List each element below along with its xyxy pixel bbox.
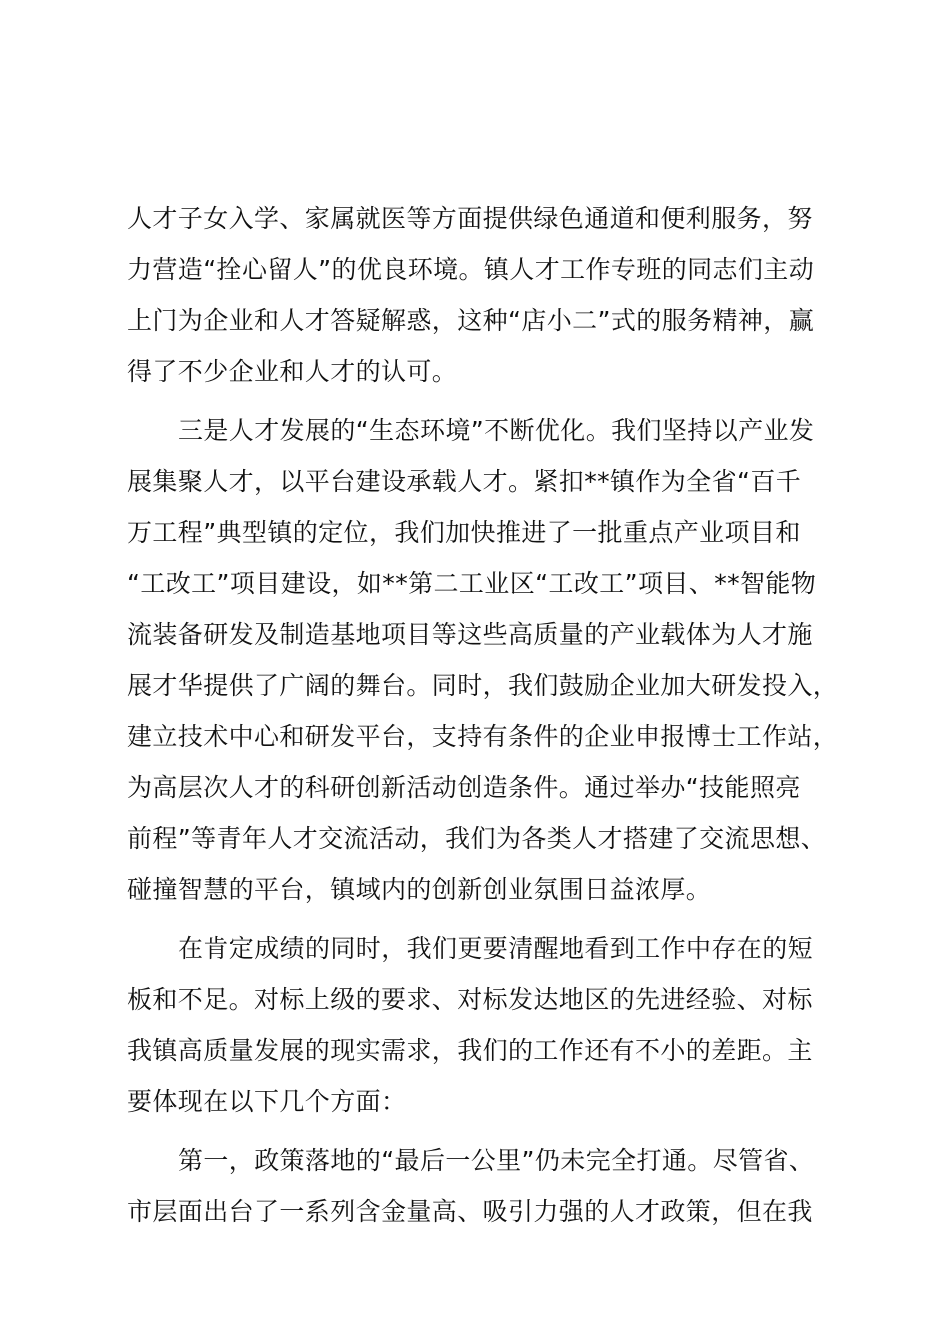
paragraph-service-environment — [127, 193, 847, 397]
text-line: 建立技术中心和研发平台，支持有条件的企业申报博士工作站， — [127, 722, 839, 751]
text-line: 为高层次人才的科研创新活动创造条件。通过举办“技能照亮 — [127, 773, 801, 802]
paragraph-first-issue — [127, 1135, 847, 1237]
text-line: 在肯定成绩的同时，我们更要清醒地看到工作中存在的短 — [178, 934, 814, 963]
text-line: 流装备研发及制造基地项目等这些高质量的产业载体为人才施 — [127, 620, 813, 649]
text-line: 人才子女入学、家属就医等方面提供绿色通道和便利服务，努 — [127, 204, 813, 233]
text-line: 市层面出台了一系列含金量高、吸引力强的人才政策，但在我 — [127, 1197, 813, 1226]
text-line: 得了不少企业和人才的认可。 — [127, 357, 458, 386]
text-line: 我镇高质量发展的现实需求，我们的工作还有不小的差距。主 — [127, 1036, 813, 1065]
text-line: 上门为企业和人才答疑解惑，这种“店小二”式的服务精神，赢 — [127, 306, 815, 335]
text-line: 展集聚人才，以平台建设承载人才。紧扣**镇作为全省“百千 — [127, 467, 802, 496]
text-line: “工改工”项目建设，如**第二工业区“工改工”项目、**智能物 — [127, 569, 817, 598]
text-line: 万工程”典型镇的定位，我们加快推进了一批重点产业项目和 — [127, 518, 801, 547]
text-line: 三是人才发展的“生态环境”不断优化。我们坚持以产业发 — [178, 416, 815, 445]
text-line: 前程”等青年人才交流活动，我们为各类人才搭建了交流思想、 — [127, 824, 827, 853]
text-line: 要体现在以下几个方面： — [127, 1087, 407, 1116]
paragraph-ecosystem — [127, 405, 847, 915]
text-line: 力营造“拴心留人”的优良环境。镇人才工作专班的同志们主动 — [127, 255, 815, 284]
text-line: 展才华提供了广阔的舞台。同时，我们鼓励企业加大研发投入， — [127, 671, 839, 700]
paragraph-shortcomings — [127, 923, 847, 1127]
text-line: 板和不足。对标上级的要求、对标发达地区的先进经验、对标 — [127, 985, 813, 1014]
text-line: 第一，政策落地的“最后一公里”仍未完全打通。尽管省、 — [178, 1146, 815, 1175]
text-line: 碰撞智慧的平台，镇域内的创新创业氛围日益浓厚。 — [127, 875, 712, 904]
document-body — [127, 193, 847, 1245]
